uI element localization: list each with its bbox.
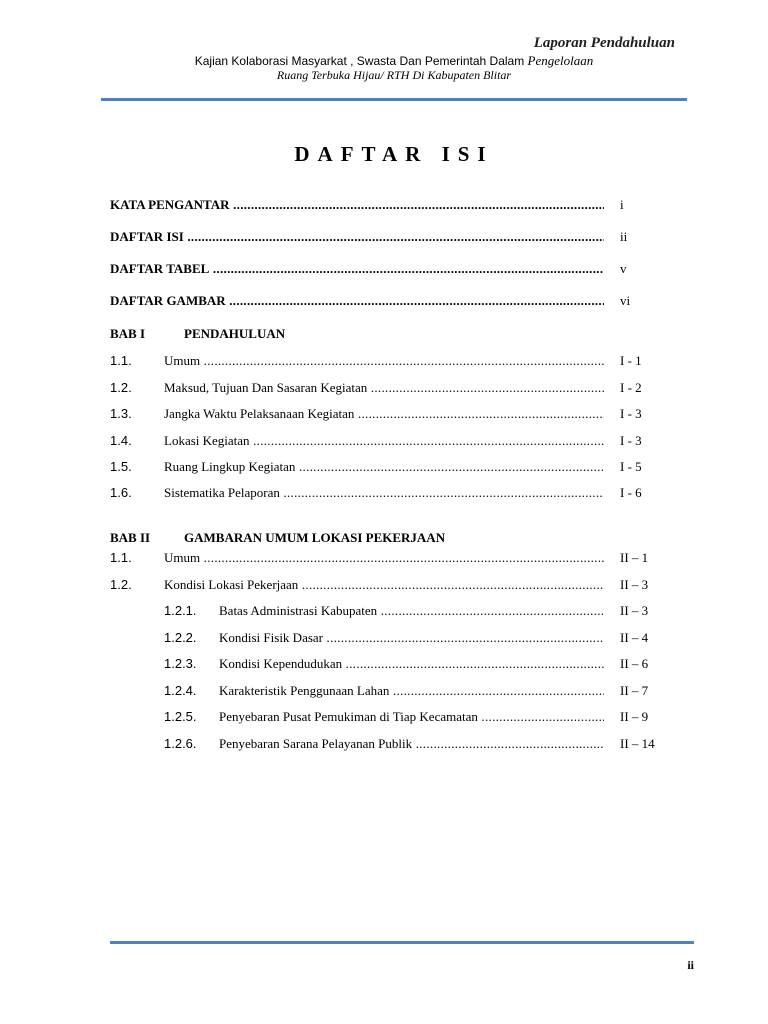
toc-entry-label: Ruang Lingkup Kegiatan ..... [164,457,604,477]
toc-entry-page: I - 1 [620,353,642,368]
toc-entry[interactable] [110,548,670,568]
toc-entry-number: 1.2. [110,380,132,395]
toc-entry-page: II – 3 [620,603,649,618]
toc-entry[interactable] [110,457,670,477]
toc-entry-label: Kondisi Kependudukan ..... [219,654,604,674]
toc-entry-label: Batas Administrasi Kabupaten ..... [219,601,604,621]
toc-entry-number: 1.2.2. [164,630,197,645]
toc-entry[interactable] [110,291,670,311]
toc-entry-number: 1.2. [110,577,132,592]
toc-entry-label: Kondisi Lokasi Pekerjaan ..... [164,575,604,595]
page-number: ii [687,958,694,972]
header-divider [101,98,687,101]
toc-entry-label: Umum ..... [164,548,604,568]
chapter-label: BAB I [110,326,146,341]
chapter-title: GAMBARAN UMUM LOKASI PEKERJAAN [184,530,446,545]
toc-entry-page: I - 2 [620,380,642,395]
toc-subentry[interactable] [110,601,670,621]
toc-entry-label: Karakteristik Penggunaan Lahan ..... [219,681,604,701]
toc-entry-number: 1.5. [110,459,132,474]
toc-entry-page: II – 14 [620,736,655,751]
toc-entry-number: 1.4. [110,433,132,448]
report-subtitle-line2: Ruang Terbuka Hijau/ RTH Di Kabupaten Blitar [276,68,512,82]
toc-entry[interactable] [110,227,670,247]
toc-subentry[interactable] [110,681,670,701]
toc-entry-page: I - 3 [620,433,642,448]
toc-entry-number: 1.2.4. [164,683,197,698]
toc-entry-label: DAFTAR GAMBAR ..... [110,291,604,311]
toc-entry-number: 1.3. [110,406,132,421]
page-title: DAFTAR ISI [294,142,494,166]
toc-entry-label: DAFTAR TABEL ..... [110,259,604,279]
toc-entry-page: II – 1 [620,550,649,565]
toc-entry-page: II – 9 [620,709,649,724]
toc-entry-number: 1.1. [110,550,132,565]
toc-entry-page: II – 3 [620,577,649,592]
toc-entry-label: Jangka Waktu Pelaksanaan Kegiatan ..... [164,404,604,424]
toc-subentry[interactable] [110,707,670,727]
toc-entry-number: 1.6. [110,485,132,500]
chapter-title: PENDAHULUAN [184,326,286,341]
toc-entry[interactable] [110,195,670,215]
toc-entry-label: Maksud, Tujuan Dan Sasaran Kegiatan ..... [164,378,604,398]
toc-entry-number: 1.1. [110,353,132,368]
toc-entry[interactable] [110,404,670,424]
chapter-label: BAB II [110,530,151,545]
toc-subentry[interactable] [110,734,670,754]
report-title: Laporan Pendahuluan [533,35,675,51]
toc-entry-page: I - 5 [620,459,642,474]
toc-entry-page: I - 6 [620,485,642,500]
toc-entry[interactable] [110,378,670,398]
toc-entry-label: Penyebaran Pusat Pemukiman di Tiap Kecamatan ..... [219,707,604,727]
toc-entry-page: vi [620,293,631,308]
toc-entry-label: Penyebaran Sarana Pelayanan Publik ..... [219,734,604,754]
report-subtitle-line1 [0,54,768,68]
toc-entry-page: II – 7 [620,683,649,698]
toc-entry-number: 1.2.1. [164,603,197,618]
toc-entry-number: 1.2.5. [164,709,197,724]
toc-entry-page: v [620,261,627,276]
toc-entry-label: Sistematika Pelaporan ..... [164,483,604,503]
toc-entry-number: 1.2.6. [164,736,197,751]
toc-entry-page: I - 3 [620,406,642,421]
toc-entry-page: i [620,197,624,212]
toc-entry-label: Kondisi Fisik Dasar ..... [219,628,604,648]
toc-entry[interactable] [110,351,670,371]
footer-divider [110,941,694,944]
toc-entry[interactable] [110,259,670,279]
toc-entry-number: 1.2.3. [164,656,197,671]
toc-entry-label: DAFTAR ISI ..... [110,227,604,247]
toc-subentry[interactable] [110,654,670,674]
subtitle-italic-text: Pengelolaan [527,53,594,68]
toc-entry-page: II – 4 [620,630,649,645]
toc-entry-page: ii [620,229,628,244]
toc-entry-label: Umum ..... [164,351,604,371]
toc-entry[interactable] [110,431,670,451]
toc-entry[interactable] [110,575,670,595]
toc-entry-page: II – 6 [620,656,649,671]
toc-entry-label: Lokasi Kegiatan ..... [164,431,604,451]
toc-entry[interactable] [110,483,670,503]
toc-subentry[interactable] [110,628,670,648]
toc-entry-label: KATA PENGANTAR ..... [110,195,604,215]
subtitle-text: Kajian Kolaborasi Masyarkat , Swasta Dan Pemerintah Dalam [194,54,525,68]
